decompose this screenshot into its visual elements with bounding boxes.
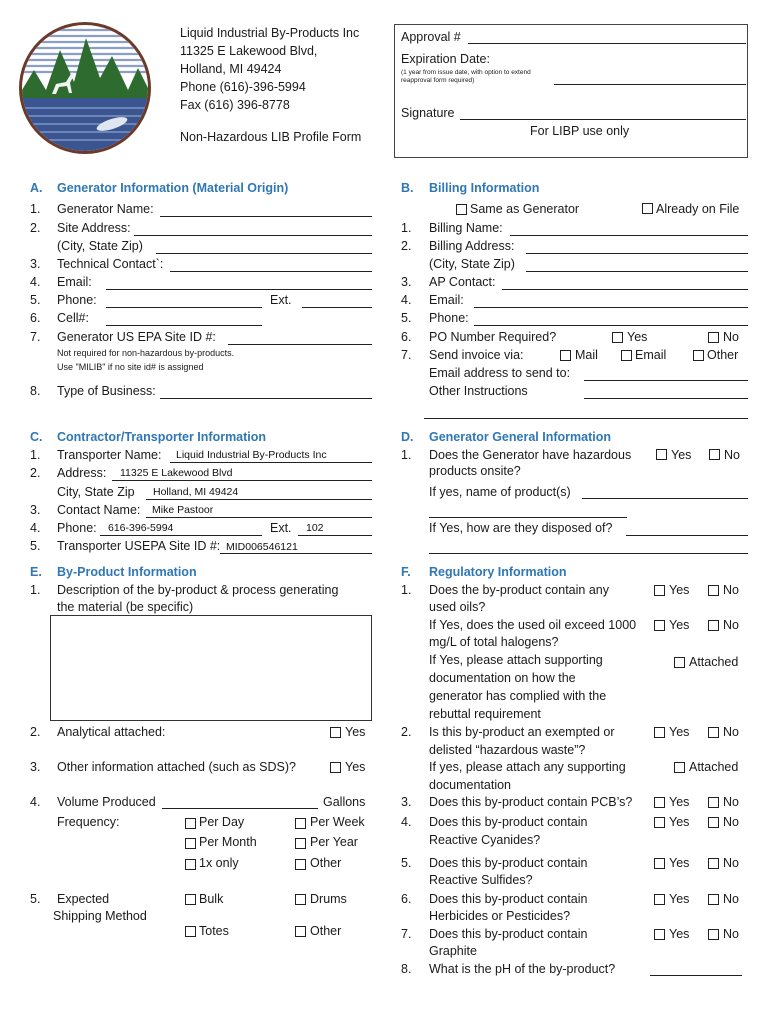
item-number: 4. — [30, 795, 41, 809]
transporter-city-value: Holland, MI 49424 — [153, 486, 239, 498]
analytical-yes-checkbox[interactable] — [330, 727, 341, 738]
item-number: 5. — [401, 311, 412, 325]
cell-label: Cell#: — [57, 311, 89, 325]
shipping-method-label: Shipping Method — [53, 909, 147, 923]
rebuttal-attached-checkbox[interactable] — [674, 657, 685, 668]
billing-email-field[interactable] — [474, 307, 748, 308]
description-label-1: Description of the by-product & process generating — [57, 583, 339, 597]
frequency-label: Frequency: — [57, 815, 120, 829]
item-number: 6. — [30, 311, 41, 325]
po-required-label: PO Number Required? — [429, 330, 557, 344]
halogens-q-1: If Yes, does the used oil exceed 1000 — [429, 618, 637, 632]
billing-phone-field[interactable] — [474, 325, 748, 326]
used-oils-yes-checkbox[interactable] — [654, 585, 665, 596]
expiration-field[interactable] — [554, 84, 746, 85]
section-b-title: Billing Information — [429, 181, 540, 195]
halogens-no-checkbox[interactable] — [708, 620, 719, 631]
invoice-other-label: Other — [707, 348, 739, 362]
section-a-letter: A. — [30, 181, 43, 195]
item-number: 8. — [30, 384, 41, 398]
email-send-to-label: Email address to send to: — [429, 366, 571, 380]
transporter-address-field[interactable] — [112, 480, 372, 481]
totes-checkbox[interactable] — [185, 926, 196, 937]
hazardous-yes-checkbox[interactable] — [656, 449, 667, 460]
invoice-other-checkbox[interactable] — [693, 350, 704, 361]
exempted-attached-checkbox[interactable] — [674, 762, 685, 773]
item-number: 2. — [401, 239, 412, 253]
once-only-checkbox[interactable] — [185, 859, 196, 870]
expiration-label: Expiration Date: — [401, 52, 490, 66]
same-as-generator-label: Same as Generator — [470, 202, 580, 216]
ap-contact-field[interactable] — [502, 289, 748, 290]
billing-city-label: (City, State Zip) — [429, 257, 515, 271]
item-number: 3. — [401, 795, 412, 809]
transporter-epa-value: MID006546121 — [226, 541, 298, 553]
phone-field[interactable] — [106, 307, 262, 308]
halogens-yes-label: Yes — [669, 618, 690, 632]
shipping-other-label: Other — [310, 924, 342, 938]
company-address-2: Holland, MI 49424 — [180, 62, 282, 76]
transporter-city-field[interactable] — [146, 499, 372, 500]
form-title: Non-Hazardous LIB Profile Form — [180, 130, 362, 144]
per-day-label: Per Day — [199, 815, 245, 829]
rebuttal-attached-label: Attached — [689, 655, 739, 669]
cyanides-q-1: Does this by-product contain — [429, 815, 588, 829]
product-name-field-2[interactable] — [429, 517, 627, 518]
cyanides-no-label: No — [723, 815, 739, 829]
company-address-1: 11325 E Lakewood Blvd, — [180, 44, 318, 58]
item-number: 4. — [401, 815, 412, 829]
product-name-field[interactable] — [582, 498, 748, 499]
bulk-checkbox[interactable] — [185, 894, 196, 905]
transporter-name-value: Liquid Industrial By-Products Inc — [176, 449, 327, 461]
business-type-label: Type of Business: — [57, 384, 156, 398]
halogens-no-label: No — [723, 618, 739, 632]
pesticides-no-label: No — [723, 892, 739, 906]
exempted-no-checkbox[interactable] — [708, 727, 719, 738]
pesticides-yes-checkbox[interactable] — [654, 894, 665, 905]
section-e-letter: E. — [30, 565, 42, 579]
epa-note-2: Use "MILIB" if no site id# is assigned — [57, 362, 204, 372]
transporter-name-label: Transporter Name: — [57, 448, 162, 462]
technical-contact-field[interactable] — [170, 271, 372, 272]
used-oils-yes-label: Yes — [669, 583, 690, 597]
per-week-checkbox[interactable] — [295, 818, 306, 829]
cyanides-no-checkbox[interactable] — [708, 817, 719, 828]
totes-label: Totes — [199, 924, 229, 938]
shipping-other-checkbox[interactable] — [295, 926, 306, 937]
technical-contact-label: Technical Contact`: — [57, 257, 164, 271]
section-b-letter: B. — [401, 181, 414, 195]
used-oils-q-2: used oils? — [429, 600, 486, 614]
per-year-checkbox[interactable] — [295, 838, 306, 849]
po-yes-label: Yes — [627, 330, 648, 344]
signature-field[interactable] — [460, 119, 746, 120]
invoice-mail-label: Mail — [575, 348, 598, 362]
email-label: Email: — [57, 275, 92, 289]
po-no-label: No — [723, 330, 739, 344]
graphite-no-label: No — [723, 927, 739, 941]
graphite-no-checkbox[interactable] — [708, 929, 719, 940]
pcb-no-label: No — [723, 795, 739, 809]
for-libp-use-label: For LIBP use only — [530, 124, 630, 138]
cyanides-yes-checkbox[interactable] — [654, 817, 665, 828]
section-d-letter: D. — [401, 430, 414, 444]
per-month-checkbox[interactable] — [185, 838, 196, 849]
phone-label: Phone: — [57, 293, 97, 307]
transporter-address-label: Address: — [57, 466, 107, 480]
graphite-yes-label: Yes — [669, 927, 690, 941]
ph-q: What is the pH of the by-product? — [429, 962, 616, 976]
disposal-label: If Yes, how are they disposed of? — [429, 521, 613, 535]
signature-label: Signature — [401, 106, 455, 120]
per-week-label: Per Week — [310, 815, 365, 829]
item-number: 5. — [30, 892, 41, 906]
billing-phone-label: Phone: — [429, 311, 469, 325]
transporter-epa-label: Transporter USEPA Site ID #: — [57, 539, 221, 553]
item-number: 3. — [401, 275, 412, 289]
gallons-label: Gallons — [323, 795, 366, 809]
ph-field[interactable] — [650, 975, 742, 976]
analytical-yes-label: Yes — [345, 725, 366, 739]
analytical-label: Analytical attached: — [57, 725, 166, 739]
ap-contact-label: AP Contact: — [429, 275, 496, 289]
transporter-ext-value: 102 — [306, 522, 324, 534]
item-number: 1. — [401, 221, 412, 235]
billing-name-label: Billing Name: — [429, 221, 503, 235]
sulfides-q-2: Reactive Sulfides? — [429, 873, 533, 887]
item-number: 7. — [30, 330, 41, 344]
other-instructions-label: Other Instructions — [429, 384, 528, 398]
item-number: 6. — [401, 330, 412, 344]
generator-epa-field[interactable] — [228, 344, 372, 345]
transporter-phone-value: 616-396-5994 — [108, 522, 174, 534]
billing-email-label: Email: — [429, 293, 464, 307]
invoice-email-checkbox[interactable] — [621, 350, 632, 361]
item-number: 1. — [401, 448, 412, 462]
graphite-q-2: Graphite — [429, 944, 477, 958]
frequency-other-label: Other — [310, 856, 342, 870]
item-number: 1. — [30, 583, 41, 597]
other-info-yes-checkbox[interactable] — [330, 762, 341, 773]
halogens-yes-checkbox[interactable] — [654, 620, 665, 631]
volume-field[interactable] — [162, 808, 318, 809]
already-on-file-label: Already on File — [656, 202, 740, 216]
approval-field[interactable] — [468, 43, 746, 44]
used-oils-no-checkbox[interactable] — [708, 585, 719, 596]
billing-city-field[interactable] — [526, 271, 748, 272]
section-f-title: Regulatory Information — [429, 565, 567, 579]
billing-name-field[interactable] — [510, 235, 748, 236]
item-number: 4. — [30, 275, 41, 289]
hazardous-no-label: No — [724, 448, 740, 462]
epa-note-1: Not required for non-hazardous by-products. — [57, 348, 235, 358]
frequency-other-checkbox[interactable] — [295, 859, 306, 870]
item-number: 3. — [30, 503, 41, 517]
rebuttal-1: If Yes, please attach supporting — [429, 653, 603, 667]
pcb-no-checkbox[interactable] — [708, 797, 719, 808]
email-field[interactable] — [106, 289, 372, 290]
sulfides-no-checkbox[interactable] — [708, 858, 719, 869]
section-e-title: By-Product Information — [57, 565, 197, 579]
generator-name-field[interactable] — [160, 216, 372, 217]
item-number: 5. — [401, 856, 412, 870]
transporter-city-label: City, State Zip — [57, 485, 135, 499]
generator-name-label: Generator Name: — [57, 202, 154, 216]
exempted-doc-1: If yes, please attach any supporting — [429, 760, 626, 774]
disposal-field-2[interactable] — [429, 553, 748, 554]
used-oils-no-label: No — [723, 583, 739, 597]
item-number: 3. — [30, 257, 41, 271]
section-a-title: Generator Information (Material Origin) — [57, 181, 289, 195]
site-address-label: Site Address: — [57, 221, 131, 235]
transporter-address-value: 11325 E Lakewood Blvd — [120, 467, 233, 479]
hazardous-yes-label: Yes — [671, 448, 692, 462]
item-number: 6. — [401, 892, 412, 906]
exempted-yes-checkbox[interactable] — [654, 727, 665, 738]
once-only-label: 1x only — [199, 856, 239, 870]
section-f-letter: F. — [401, 565, 411, 579]
sulfides-yes-checkbox[interactable] — [654, 858, 665, 869]
already-on-file-checkbox[interactable] — [642, 203, 653, 214]
cyanides-yes-label: Yes — [669, 815, 690, 829]
volume-label: Volume Produced — [57, 795, 156, 809]
pcb-yes-checkbox[interactable] — [654, 797, 665, 808]
per-year-label: Per Year — [310, 835, 358, 849]
item-number: 1. — [30, 202, 41, 216]
graphite-q-1: Does this by-product contain — [429, 927, 588, 941]
item-number: 8. — [401, 962, 412, 976]
rebuttal-3: generator has complied with the — [429, 689, 607, 703]
company-fax: Fax (616) 396-8778 — [180, 98, 290, 112]
approval-label: Approval # — [401, 30, 461, 44]
item-number: 7. — [401, 927, 412, 941]
section-d-title: Generator General Information — [429, 430, 611, 444]
generator-epa-label: Generator US EPA Site ID #: — [57, 330, 216, 344]
other-instructions-field[interactable] — [584, 398, 748, 399]
exempted-yes-label: Yes — [669, 725, 690, 739]
item-number: 1. — [30, 448, 41, 462]
site-city-field[interactable] — [156, 253, 372, 254]
contact-name-label: Contact Name: — [57, 503, 141, 517]
transporter-phone-field[interactable] — [100, 535, 262, 536]
site-address-field[interactable] — [134, 235, 372, 236]
sulfides-no-label: No — [723, 856, 739, 870]
other-instructions-field-2[interactable] — [424, 418, 748, 419]
cell-field[interactable] — [106, 325, 262, 326]
expiration-note-2: reapproval form required) — [401, 77, 475, 84]
graphite-yes-checkbox[interactable] — [654, 929, 665, 940]
other-info-label: Other information attached (such as SDS)? — [57, 760, 297, 774]
transporter-ext-field[interactable] — [298, 535, 372, 536]
used-oils-q-1: Does the by-product contain any — [429, 583, 609, 597]
drums-checkbox[interactable] — [295, 894, 306, 905]
site-city-label: (City, State Zip) — [57, 239, 143, 253]
hazardous-onsite-q2: products onsite? — [429, 464, 521, 478]
sulfides-q-1: Does this by-product contain — [429, 856, 588, 870]
email-send-to-field[interactable] — [584, 380, 748, 381]
item-number: 2. — [401, 725, 412, 739]
exempted-no-label: No — [723, 725, 739, 739]
item-number: 5. — [30, 539, 41, 553]
pesticides-q-2: Herbicides or Pesticides? — [429, 909, 571, 923]
item-number: 4. — [401, 293, 412, 307]
description-label-2: the material (be specific) — [57, 600, 194, 614]
rebuttal-4: rebuttal requirement — [429, 707, 541, 721]
exempted-attached-label: Attached — [689, 760, 739, 774]
same-as-generator-checkbox[interactable] — [456, 204, 467, 215]
item-number: 7. — [401, 348, 412, 362]
disposal-field[interactable] — [626, 535, 748, 536]
sulfides-yes-label: Yes — [669, 856, 690, 870]
billing-address-label: Billing Address: — [429, 239, 515, 253]
exempted-q-1: Is this by-product an exempted or — [429, 725, 615, 739]
exempted-doc-2: documentation — [429, 778, 512, 792]
ext-label: Ext. — [270, 293, 292, 307]
item-number: 3. — [30, 760, 41, 774]
invoice-mail-checkbox[interactable] — [560, 350, 571, 361]
pcb-yes-label: Yes — [669, 795, 690, 809]
transporter-ext-label: Ext. — [270, 521, 292, 535]
company-name: Liquid Industrial By-Products Inc — [180, 26, 360, 40]
company-phone: Phone (616)-396-5994 — [180, 80, 306, 94]
item-number: 5. — [30, 293, 41, 307]
company-logo — [16, 20, 154, 156]
item-number: 1. — [401, 583, 412, 597]
transporter-name-field[interactable] — [170, 462, 372, 463]
send-invoice-label: Send invoice via: — [429, 348, 524, 362]
contact-name-value: Mike Pastoor — [152, 504, 214, 516]
ext-field[interactable] — [302, 307, 372, 308]
contact-name-field[interactable] — [146, 517, 372, 518]
other-info-yes-label: Yes — [345, 760, 366, 774]
exempted-q-2: delisted “hazardous waste”? — [429, 743, 586, 757]
invoice-email-label: Email — [635, 348, 667, 362]
per-day-checkbox[interactable] — [185, 818, 196, 829]
description-textarea[interactable] — [50, 615, 372, 721]
pesticides-yes-label: Yes — [669, 892, 690, 906]
hazardous-no-checkbox[interactable] — [709, 449, 720, 460]
section-c-title: Contractor/Transporter Information — [57, 430, 267, 444]
rebuttal-2: documentation on how the — [429, 671, 576, 685]
per-month-label: Per Month — [199, 835, 257, 849]
cyanides-q-2: Reactive Cyanides? — [429, 833, 541, 847]
drums-label: Drums — [310, 892, 347, 906]
transporter-epa-field[interactable] — [220, 553, 372, 554]
hazardous-onsite-q1: Does the Generator have hazardous — [429, 448, 632, 462]
item-number: 2. — [30, 725, 41, 739]
expiration-note-1: (1 year from issue date, with option to extend — [401, 69, 531, 76]
pcb-q: Does this by-product contain PCB’s? — [429, 795, 633, 809]
pesticides-no-checkbox[interactable] — [708, 894, 719, 905]
item-number: 2. — [30, 466, 41, 480]
transporter-phone-label: Phone: — [57, 521, 97, 535]
halogens-q-2: mg/L of total halogens? — [429, 635, 559, 649]
business-type-field[interactable] — [160, 398, 372, 399]
pesticides-q-1: Does this by-product contain — [429, 892, 588, 906]
expected-label: Expected — [57, 892, 110, 906]
item-number: 2. — [30, 221, 41, 235]
section-c-letter: C. — [30, 430, 43, 444]
po-yes-checkbox[interactable] — [612, 332, 623, 343]
item-number: 4. — [30, 521, 41, 535]
billing-address-field[interactable] — [526, 253, 748, 254]
bulk-label: Bulk — [199, 892, 224, 906]
po-no-checkbox[interactable] — [708, 332, 719, 343]
product-name-label: If yes, name of product(s) — [429, 485, 571, 499]
